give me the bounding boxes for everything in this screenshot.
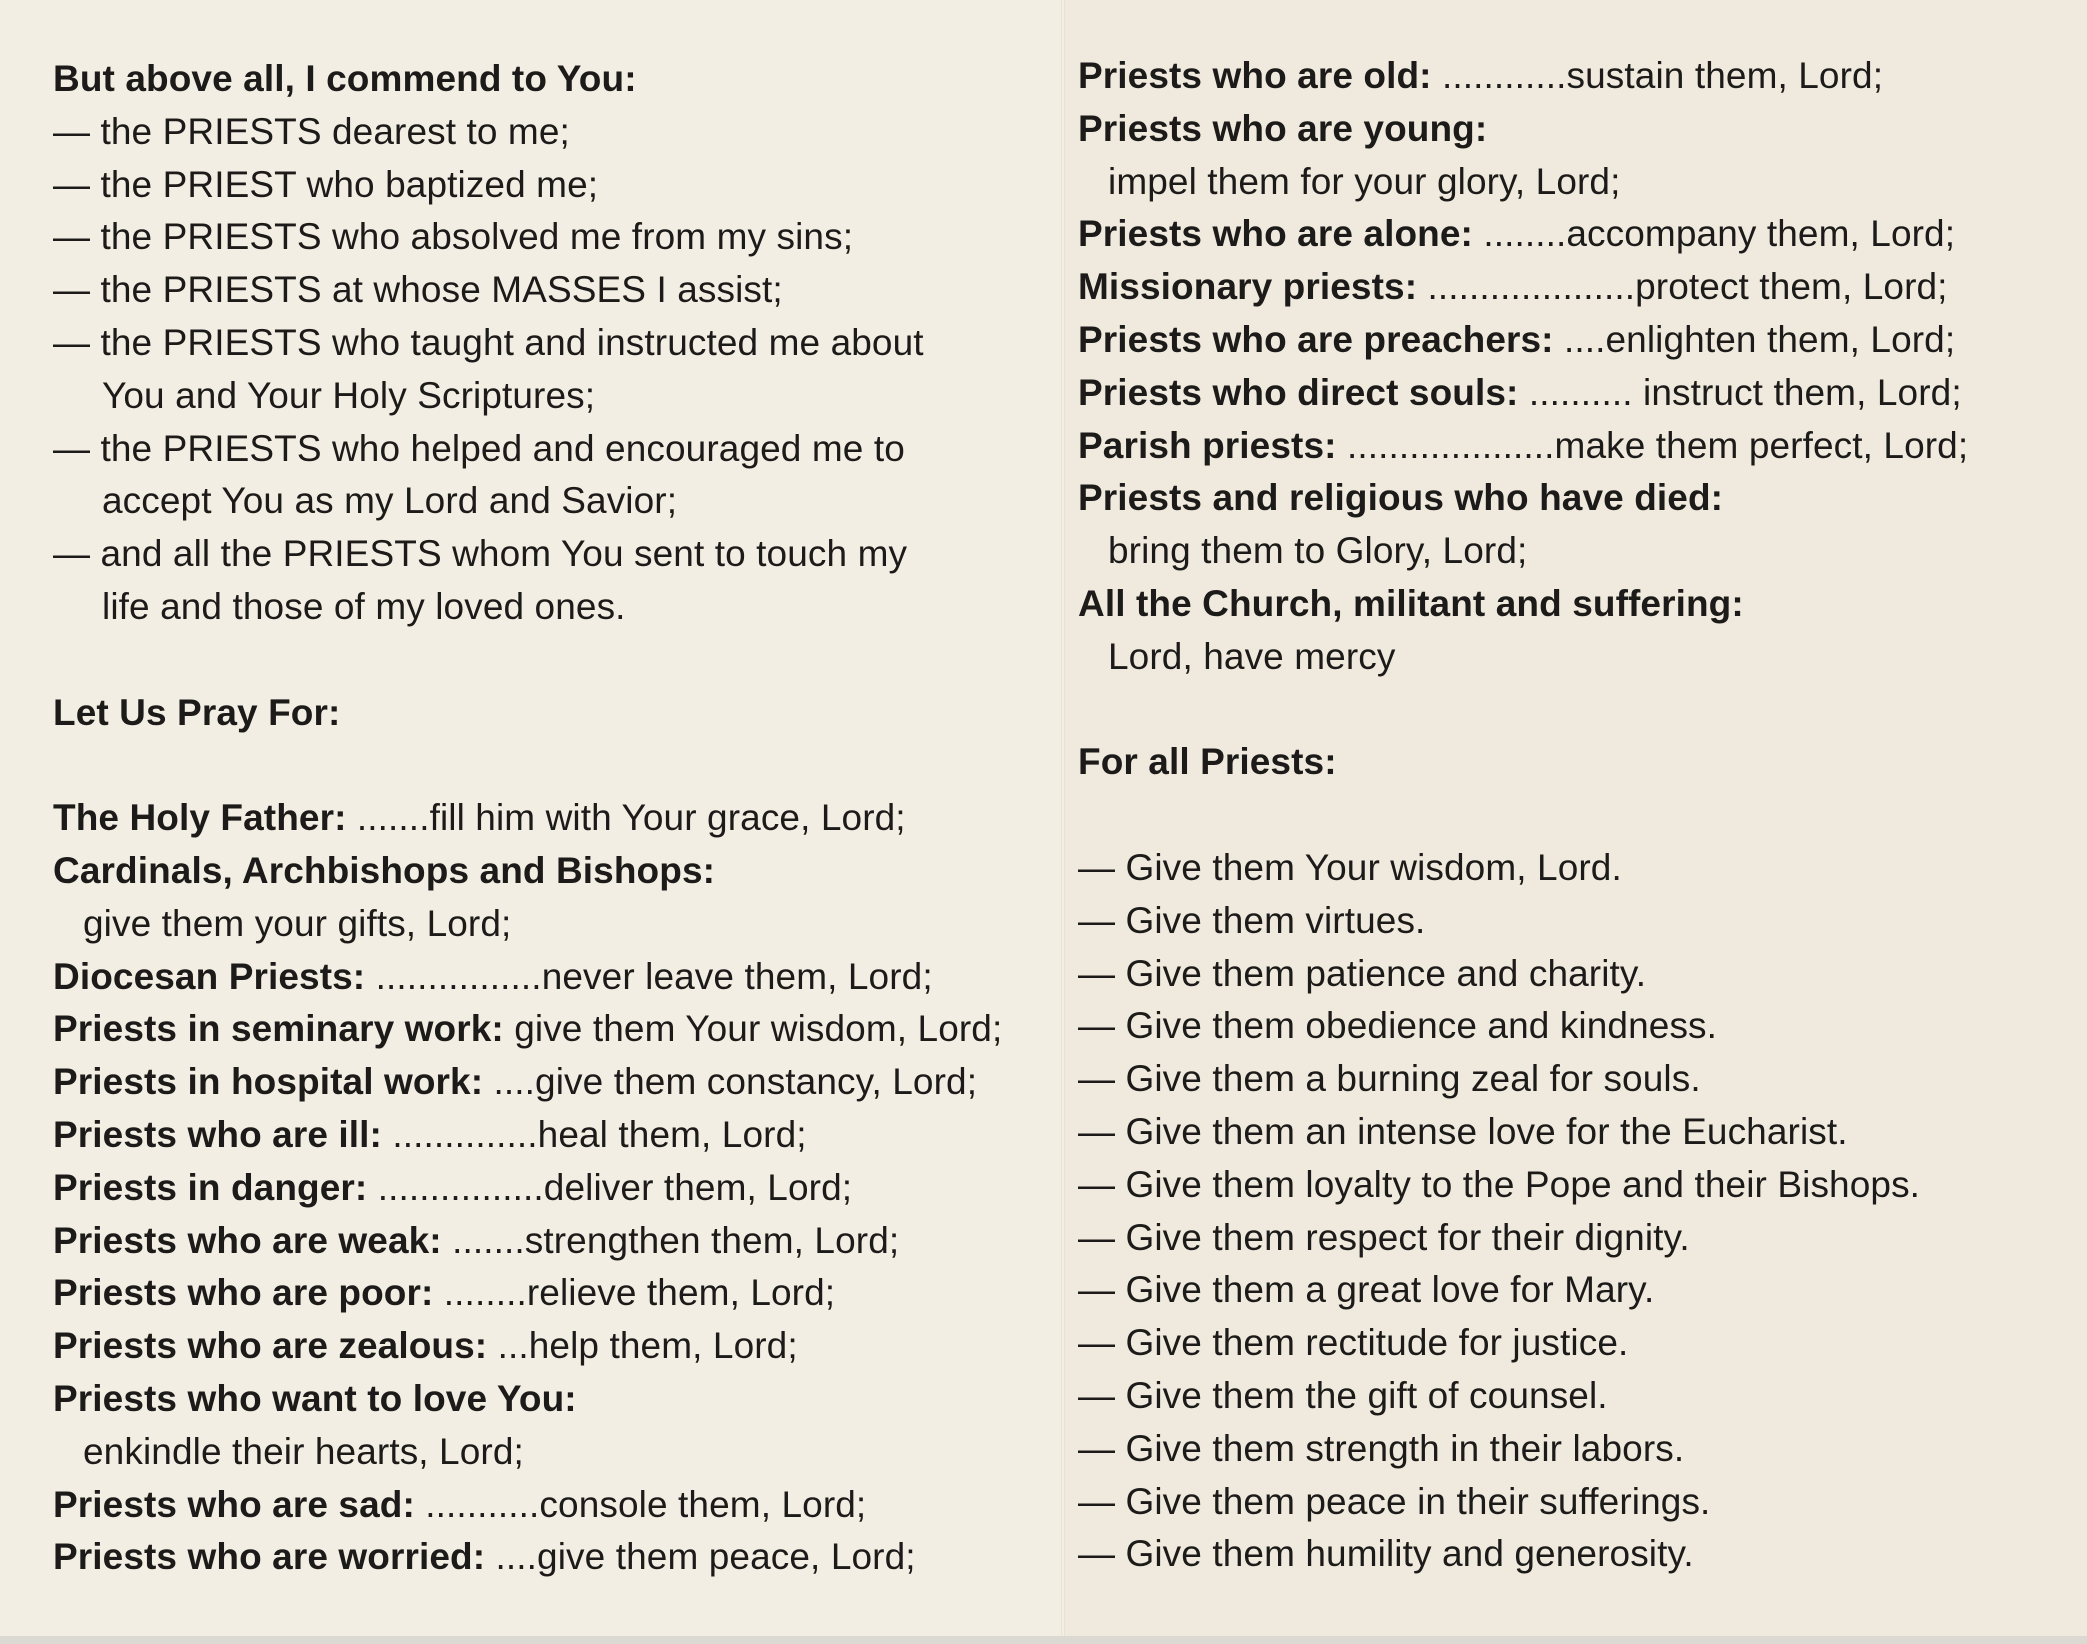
give-item: — Give them virtues. — [1078, 899, 1426, 941]
petition-subject: Priests in hospital work: — [53, 1061, 484, 1103]
petition-response: give them your gifts, Lord; — [83, 902, 512, 944]
petition-response: ................never leave them, Lord; — [365, 955, 933, 997]
petition-subject: Priests who are ill: — [53, 1113, 382, 1155]
petition-subject: Priests who are zealous: — [53, 1325, 488, 1367]
petition-line — [53, 845, 1053, 898]
commend-item-continuation: accept You as my Lord and Savior; — [102, 480, 678, 522]
left-column — [53, 53, 1053, 1584]
petition-response: .......... instruct them, Lord; — [1518, 371, 1962, 413]
petition-subject: Priests in danger: — [53, 1166, 368, 1208]
commend-item: — the PRIESTS dearest to me; — [53, 110, 570, 152]
give-item: — Give them loyalty to the Pope and their Bishops. — [1078, 1163, 1921, 1205]
petition-line — [53, 1056, 1053, 1109]
petition-subject: Diocesan Priests: — [53, 955, 366, 997]
petition-response: ........accompany them, Lord; — [1472, 213, 1956, 255]
petition-line — [53, 1479, 1053, 1532]
petition-line — [53, 792, 1053, 845]
give-item: — Give them strength in their labors. — [1078, 1427, 1685, 1469]
petition-line — [53, 1426, 1053, 1479]
petition-line — [53, 951, 1053, 1004]
petition-subject: Priests who are weak: — [53, 1219, 442, 1261]
petition-response: impel them for your glory, Lord; — [1108, 160, 1621, 202]
give-item: — Give them an intense love for the Eucharist. — [1078, 1110, 1848, 1152]
give-item: — Give them rectitude for justice. — [1078, 1322, 1629, 1364]
petition-subject: Priests in seminary work: — [53, 1008, 504, 1050]
petition-response: ....................protect them, Lord; — [1417, 266, 1948, 308]
petition-subject: Priests who are preachers: — [1078, 318, 1554, 360]
petition-subject: Priests and religious who have died: — [1078, 477, 1724, 519]
petition-subject: Priests who want to love You: — [53, 1377, 577, 1419]
petition-line — [53, 1215, 1053, 1268]
petition-line — [53, 1267, 1053, 1320]
petition-response: ....give them constancy, Lord; — [483, 1061, 978, 1103]
petition-response: ....give them peace, Lord; — [485, 1536, 916, 1578]
petition-line — [1078, 367, 2078, 420]
right-column — [1078, 50, 2078, 1581]
petition-line — [1078, 208, 2078, 261]
pray-heading: Let Us Pray For: — [53, 691, 341, 733]
petition-subject: Cardinals, Archbishops and Bishops: — [53, 849, 716, 891]
commend-item: — the PRIESTS at whose MASSES I assist; — [53, 269, 783, 311]
petition-subject: Priests who are sad: — [53, 1483, 415, 1525]
give-item: — Give them patience and charity. — [1078, 952, 1647, 994]
petition-subject: Missionary priests: — [1078, 266, 1418, 308]
petition-subject: Priests who are old: — [1078, 55, 1432, 96]
give-item: — Give them respect for their dignity. — [1078, 1216, 1690, 1258]
page-fold — [1061, 0, 1065, 1636]
petition-response: ...........console them, Lord; — [414, 1483, 867, 1525]
commend-item: — the PRIESTS who absolved me from my sins; — [53, 216, 854, 258]
commend-item-continuation: You and Your Holy Scriptures; — [102, 374, 596, 416]
give-item: — Give them a burning zeal for souls. — [1078, 1058, 1701, 1100]
petition-response: bring them to Glory, Lord; — [1108, 530, 1528, 572]
petition-subject: Priests who are poor: — [53, 1272, 434, 1314]
commend-item-continuation: life and those of my loved ones. — [102, 585, 626, 627]
petition-response: ................deliver them, Lord; — [367, 1166, 853, 1208]
petition-line — [1078, 156, 2078, 209]
petition-line — [1078, 631, 2078, 684]
petition-subject: The Holy Father: — [53, 797, 347, 839]
petition-response: ....................make them perfect, Lord; — [1336, 424, 1969, 466]
petition-line — [53, 1162, 1053, 1215]
petition-response: Lord, have mercy — [1108, 635, 1396, 677]
commend-item: — the PRIESTS who helped and encouraged me to — [53, 427, 905, 469]
give-item: — Give them peace in their sufferings. — [1078, 1480, 1711, 1522]
scan-edge — [0, 1636, 2087, 1644]
petition-line — [1078, 261, 2078, 314]
petition-line — [53, 1320, 1053, 1373]
commend-item: — the PRIESTS who taught and instructed me about — [53, 321, 924, 363]
petition-subject: Priests who are worried: — [53, 1536, 486, 1578]
petition-line — [1078, 525, 2078, 578]
petition-response: .......fill him with Your grace, Lord; — [346, 797, 906, 839]
petition-subject: Priests who are young: — [1078, 107, 1488, 149]
petition-line — [53, 1531, 1053, 1584]
petition-subject: Priests who direct souls: — [1078, 371, 1519, 413]
petition-line — [1078, 103, 2078, 156]
petition-line — [53, 1109, 1053, 1162]
give-list — [1078, 842, 2078, 1581]
petition-response: .......strengthen them, Lord; — [441, 1219, 900, 1261]
petition-subject: All the Church, militant and suffering: — [1078, 582, 1744, 624]
petition-line — [53, 1373, 1053, 1426]
all-priests-heading: For all Priests: — [1078, 741, 1337, 783]
petition-subject: Priests who are alone: — [1078, 213, 1473, 255]
petition-response: ........relieve them, Lord; — [433, 1272, 836, 1314]
petition-line — [1078, 314, 2078, 367]
petition-response: enkindle their hearts, Lord; — [83, 1430, 524, 1472]
petition-response: ...help them, Lord; — [487, 1325, 798, 1367]
petition-response: ............sustain them, Lord; — [1431, 55, 1884, 96]
petition-line — [1078, 578, 2078, 631]
petition-line — [1078, 420, 2078, 473]
petition-response: ..............heal them, Lord; — [381, 1113, 807, 1155]
petition-line — [1078, 50, 2078, 103]
petition-response: ....enlighten them, Lord; — [1553, 318, 1956, 360]
give-item: — Give them Your wisdom, Lord. — [1078, 846, 1622, 888]
give-item: — Give them a great love for Mary. — [1078, 1269, 1655, 1311]
petition-line — [53, 898, 1053, 951]
commend-heading: But above all, I commend to You: — [53, 58, 637, 99]
commend-item: — and all the PRIESTS whom You sent to touch my — [53, 533, 908, 575]
give-item: — Give them obedience and kindness. — [1078, 1005, 1718, 1047]
petition-subject: Parish priests: — [1078, 424, 1337, 466]
petition-line — [1078, 472, 2078, 525]
petition-line — [53, 1003, 1053, 1056]
commend-item: — the PRIEST who baptized me; — [53, 163, 599, 205]
right-petition-list — [1078, 50, 2078, 684]
give-item: — Give them the gift of counsel. — [1078, 1374, 1608, 1416]
give-item: — Give them humility and generosity. — [1078, 1533, 1694, 1575]
petition-response: give them Your wisdom, Lord; — [503, 1008, 1003, 1050]
left-petition-list — [53, 792, 1053, 1584]
